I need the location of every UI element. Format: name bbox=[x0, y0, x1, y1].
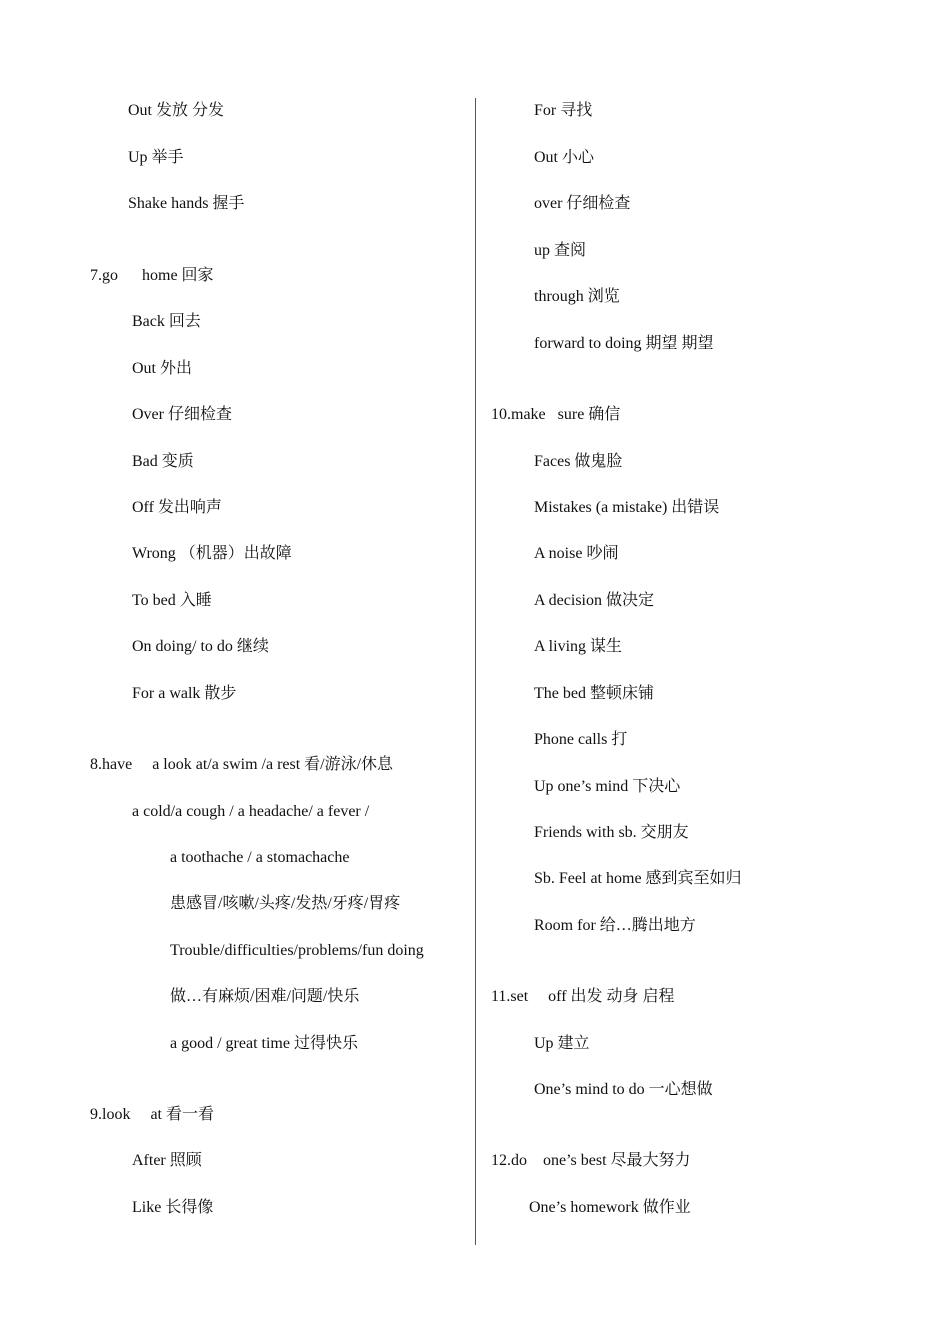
entry-line: Bad 变质 bbox=[132, 453, 194, 470]
entry-line: Up 建立 bbox=[534, 1035, 590, 1052]
entry-line: Trouble/difficulties/problems/fun doing bbox=[170, 942, 424, 959]
entry-line: After 照顾 bbox=[132, 1152, 202, 1169]
section-heading: 9.look at 看一看 bbox=[90, 1106, 214, 1123]
entry-line: 患感冒/咳嗽/头疼/发热/牙疼/胃疼 bbox=[170, 895, 401, 912]
entry-line: Up 举手 bbox=[128, 149, 184, 166]
entry-line: A living 谋生 bbox=[534, 638, 623, 655]
entry-line: Phone calls 打 bbox=[534, 731, 628, 748]
section-heading: 7.go home 回家 bbox=[90, 267, 214, 284]
entry-line: Room for 给…腾出地方 bbox=[534, 917, 696, 934]
entry-line: Off 发出响声 bbox=[132, 499, 222, 516]
entry-line: Friends with sb. 交朋友 bbox=[534, 824, 689, 841]
entry-line: forward to doing 期望 期望 bbox=[534, 335, 714, 352]
entry-line: A noise 吵闹 bbox=[534, 545, 619, 562]
entry-line: Sb. Feel at home 感到宾至如归 bbox=[534, 870, 742, 887]
section-heading: 11.set off 出发 动身 启程 bbox=[491, 988, 675, 1005]
entry-line: 做…有麻烦/困难/问题/快乐 bbox=[170, 988, 360, 1005]
entry-line: Up one’s mind 下决心 bbox=[534, 778, 681, 795]
entry-line: over 仔细检查 bbox=[534, 195, 631, 212]
entry-line: Out 外出 bbox=[132, 360, 193, 377]
column-divider bbox=[475, 98, 476, 1245]
entry-line: a toothache / a stomachache bbox=[170, 849, 350, 866]
entry-line: For 寻找 bbox=[534, 102, 593, 119]
entry-line: through 浏览 bbox=[534, 288, 620, 305]
entry-line: Over 仔细检查 bbox=[132, 406, 232, 423]
entry-line: One’s homework 做作业 bbox=[529, 1199, 691, 1216]
section-heading: 8.have a look at/a swim /a rest 看/游泳/休息 bbox=[90, 756, 394, 773]
entry-line: One’s mind to do 一心想做 bbox=[534, 1081, 713, 1098]
entry-line: up 查阅 bbox=[534, 242, 587, 259]
entry-line: To bed 入睡 bbox=[132, 592, 212, 609]
entry-line: For a walk 散步 bbox=[132, 685, 237, 702]
entry-line: a cold/a cough / a headache/ a fever / bbox=[132, 803, 370, 820]
entry-line: Wrong （机器）出故障 bbox=[132, 545, 292, 562]
entry-line: a good / great time 过得快乐 bbox=[170, 1035, 358, 1052]
entry-line: A decision 做决定 bbox=[534, 592, 654, 609]
section-heading: 12.do one’s best 尽最大努力 bbox=[491, 1152, 691, 1169]
entry-line: Shake hands 握手 bbox=[128, 195, 245, 212]
entry-line: Faces 做鬼脸 bbox=[534, 453, 623, 470]
entry-line: Back 回去 bbox=[132, 313, 201, 330]
entry-line: Out 发放 分发 bbox=[128, 102, 225, 119]
entry-line: Out 小心 bbox=[534, 149, 595, 166]
entry-line: Mistakes (a mistake) 出错误 bbox=[534, 499, 720, 516]
entry-line: Like 长得像 bbox=[132, 1199, 214, 1216]
entry-line: The bed 整顿床铺 bbox=[534, 685, 654, 702]
entry-line: On doing/ to do 继续 bbox=[132, 638, 269, 655]
section-heading: 10.make sure 确信 bbox=[491, 406, 621, 423]
